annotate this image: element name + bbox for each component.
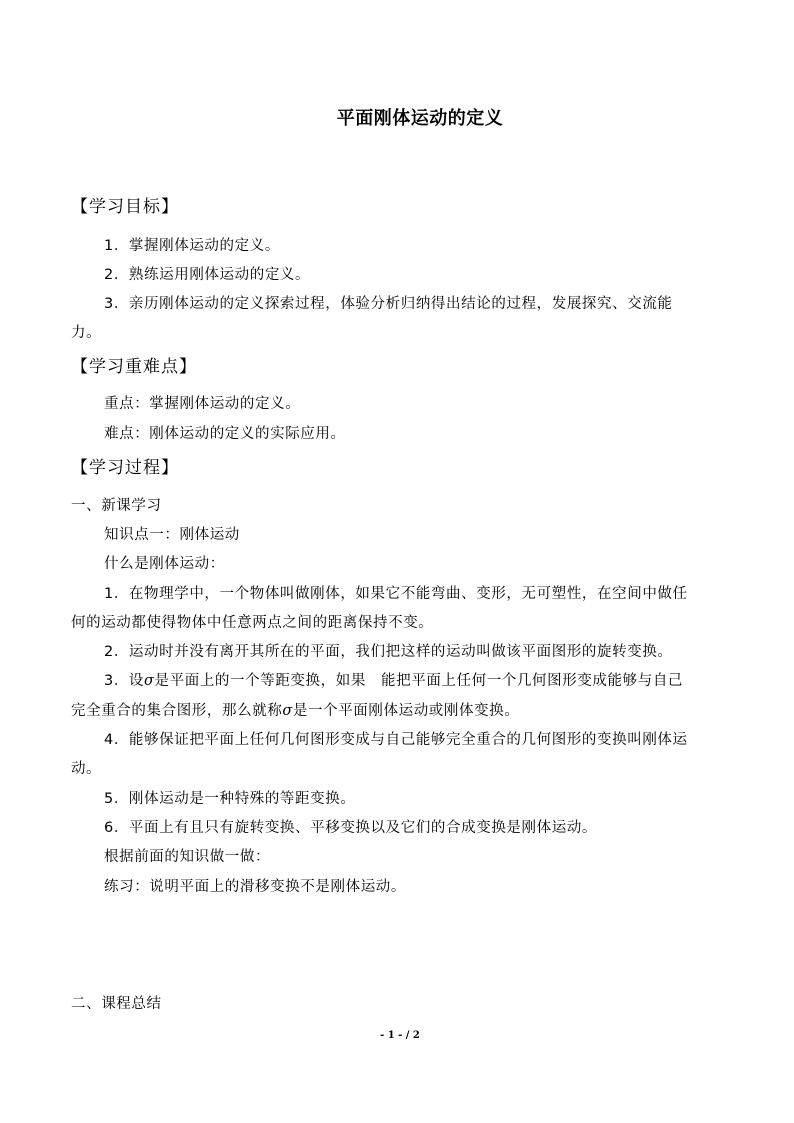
sigma-symbol: σ — [144, 673, 155, 689]
definition-item-3-cont-text: 是一个平面刚体运动或刚体变换。 — [292, 703, 520, 719]
key-point: 重点：掌握刚体运动的定义。 — [104, 396, 301, 412]
part-one-heading: 一、新课学习 — [71, 498, 162, 514]
definition-item-1-continued: 何的运动都使得物体中任意两点之间的距离保持不变。 — [71, 615, 434, 631]
definition-item-3-text: 是平面上的一个等距变换，如果 能把平面上任何一个几何图形变成能够与自己 — [154, 673, 684, 689]
definition-item-5: 5．刚体运动是一种特殊的等距变换。 — [104, 791, 356, 807]
goal-item-3-continued: 力。 — [71, 325, 102, 341]
question-line: 什么是刚体运动： — [104, 556, 225, 572]
page-number: - 1 - / 2 — [380, 1030, 420, 1041]
goal-item-2: 2．熟练运用刚体运动的定义。 — [104, 267, 311, 283]
section-heading-goals: 【学习目标】 — [71, 197, 179, 217]
definition-item-6: 6．平面上有且只有旋转变换、平移变换以及它们的合成变换是刚体运动。 — [104, 820, 598, 836]
practice-exercise: 练习：说明平面上的滑移变换不是刚体运动。 — [104, 879, 406, 895]
definition-item-3-continued — [71, 699, 519, 720]
part-two-heading: 二、课程总结 — [71, 996, 162, 1012]
goal-item-1: 1．掌握刚体运动的定义。 — [104, 238, 280, 254]
definition-item-3-cont-prefix: 完全重合的集合图形，那么就称 — [71, 703, 283, 719]
difficult-point: 难点：刚体运动的定义的实际应用。 — [104, 426, 346, 442]
definition-item-2: 2．运动时并没有离开其所在的平面，我们把这样的运动叫做该平面图形的旋转变换。 — [104, 644, 673, 660]
section-heading-process: 【学习过程】 — [71, 458, 179, 478]
definition-item-4-continued: 动。 — [71, 761, 102, 777]
sigma-symbol: σ — [282, 703, 293, 719]
page-title: 平面刚体运动的定义 — [336, 108, 504, 129]
knowledge-point-heading: 知识点一：刚体运动 — [104, 527, 240, 543]
practice-intro: 根据前面的知识做一做： — [104, 849, 271, 865]
section-heading-difficulties: 【学习重难点】 — [71, 357, 197, 377]
definition-item-1: 1．在物理学中，一个物体叫做刚体，如果它不能弯曲、变形，无可塑性，在空间中做任 — [104, 586, 688, 602]
definition-item-3 — [104, 669, 683, 690]
definition-item-3-prefix: 3．设 — [104, 673, 145, 689]
definition-item-4: 4．能够保证把平面上任何几何图形变成与自己能够完全重合的几何图形的变换叫刚体运 — [104, 732, 688, 748]
goal-item-3: 3．亲历刚体运动的定义探索过程，体验分析归纳得出结论的过程，发展探究、交流能 — [104, 296, 673, 312]
